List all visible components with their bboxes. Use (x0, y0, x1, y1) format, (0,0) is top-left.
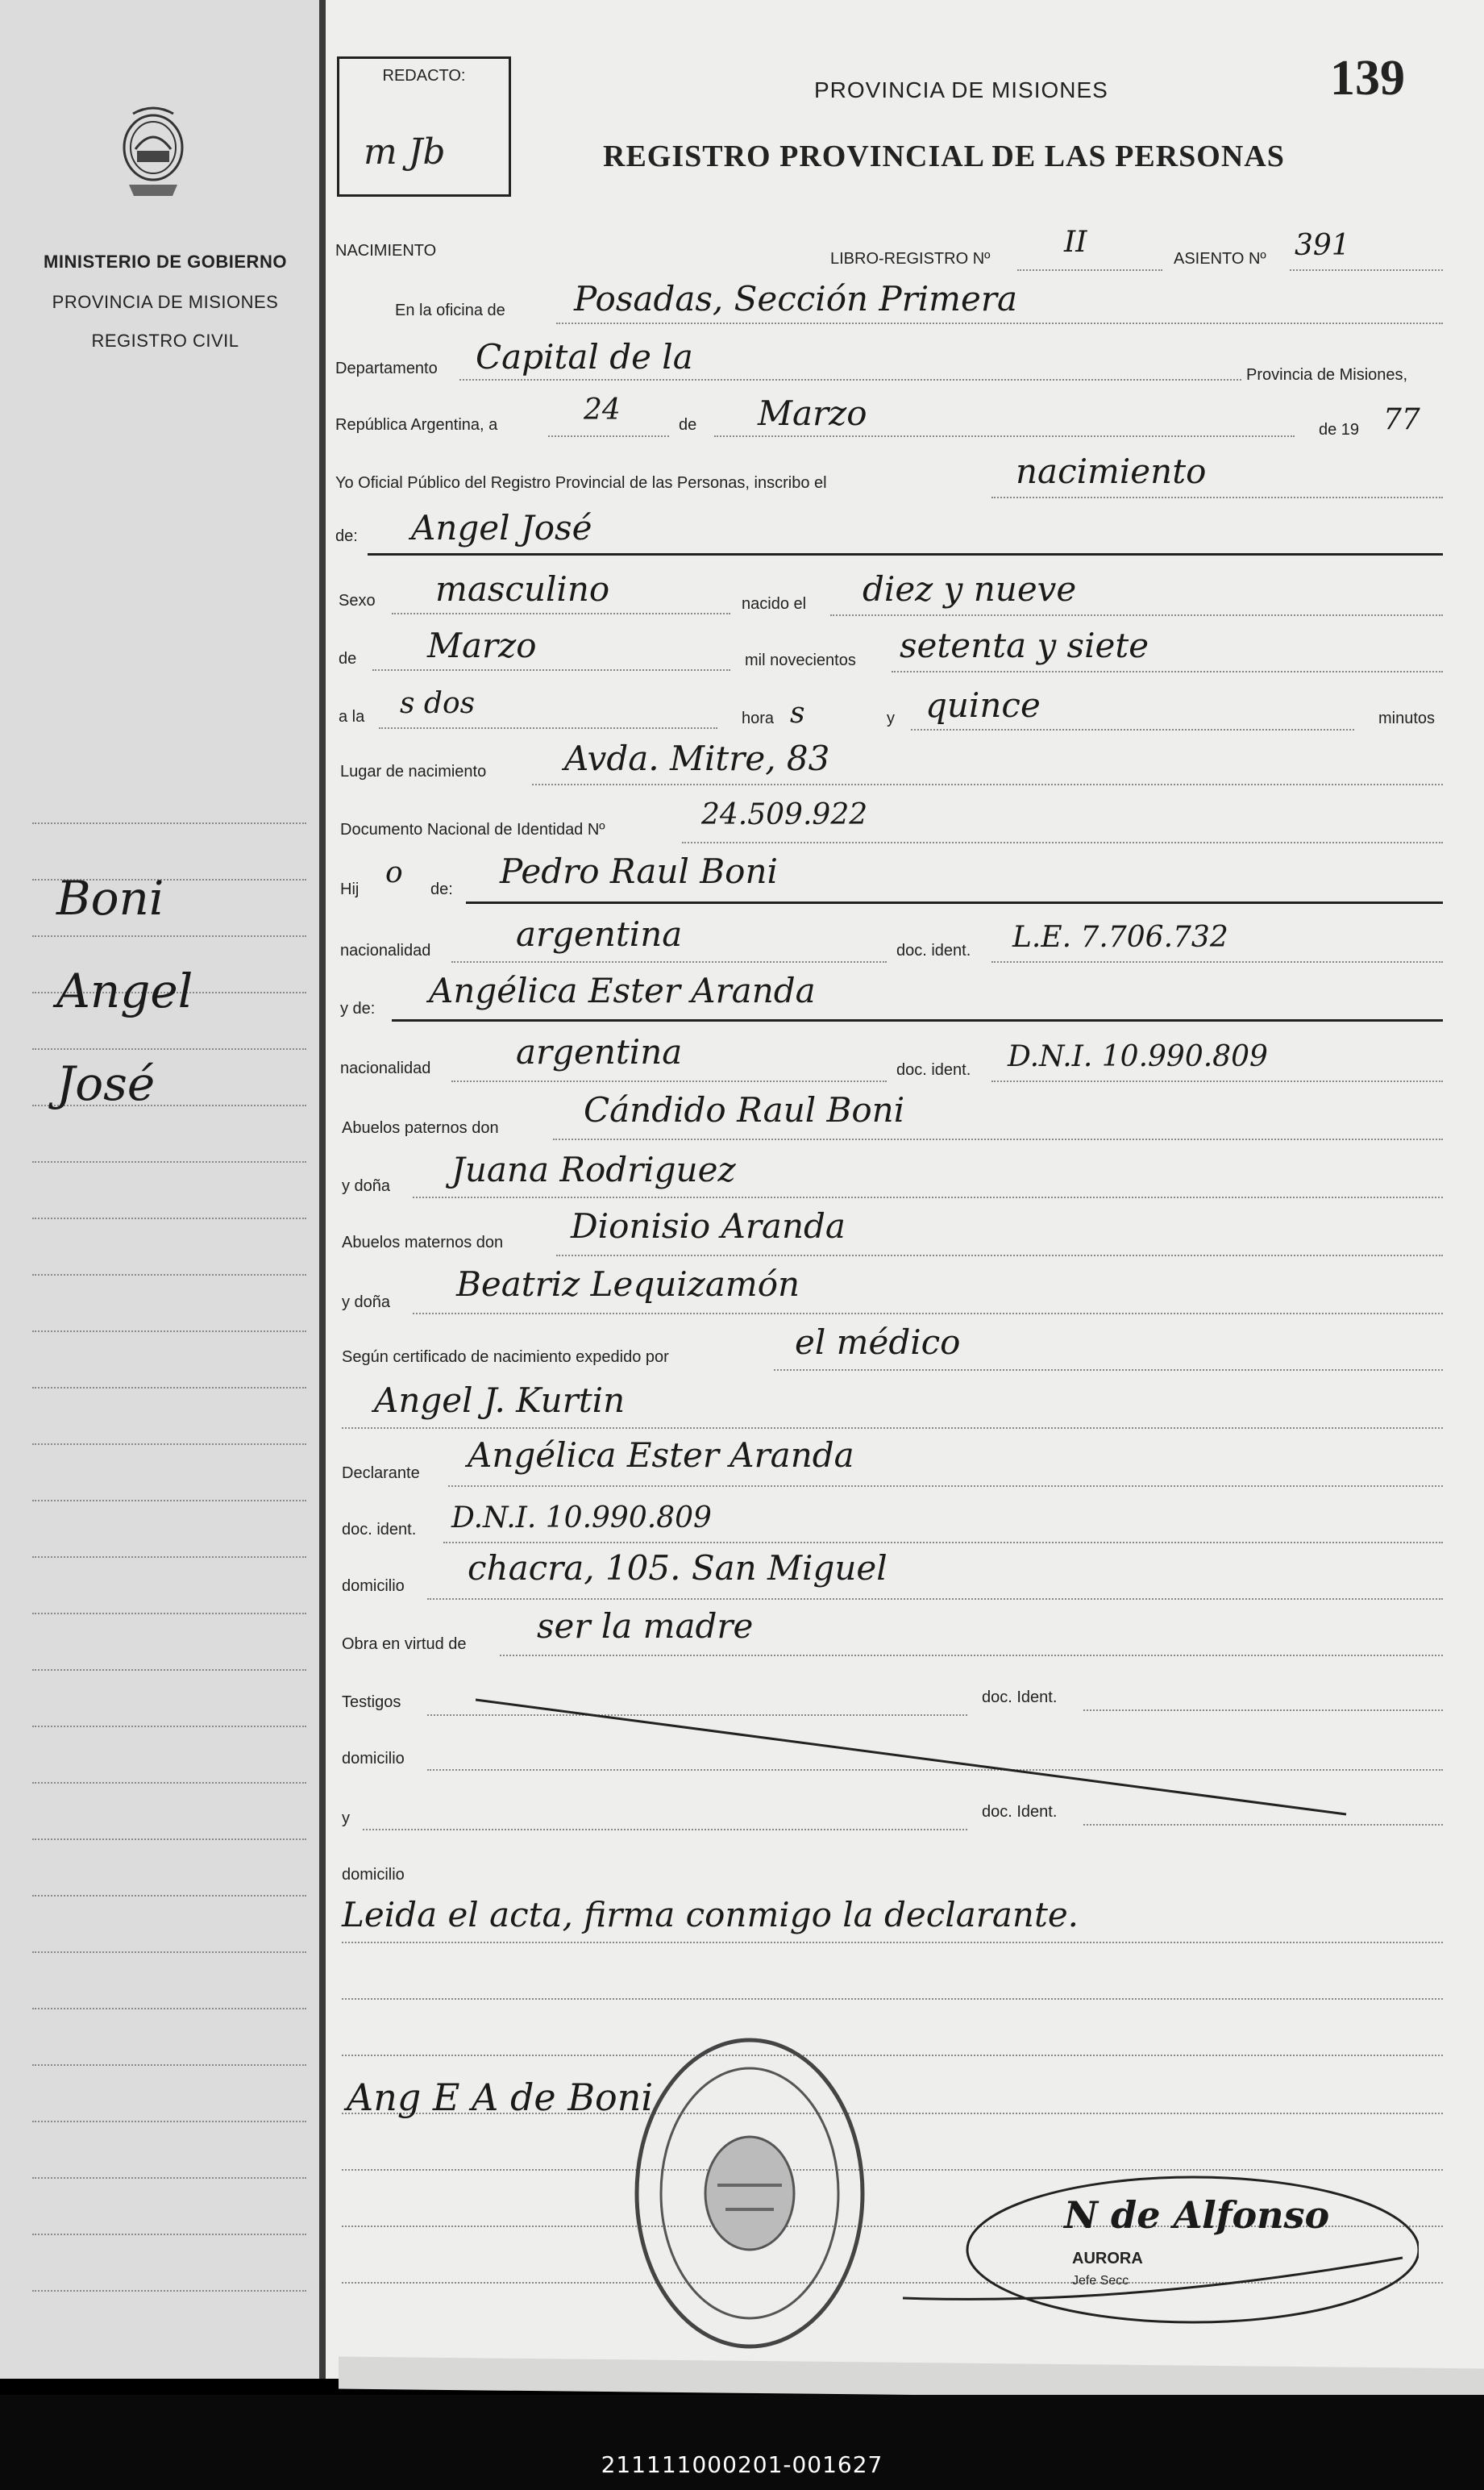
mil-label: mil novecientos (745, 652, 856, 669)
left-margin-rule (32, 1048, 306, 1050)
abuela-materna-label: y doña (342, 1293, 391, 1311)
madre-label: y de: (340, 1000, 376, 1018)
oficina-label: En la oficina de (395, 302, 505, 319)
left-margin-rule (32, 1274, 306, 1276)
hijo-suffix: o (385, 856, 403, 889)
madre-doc-line (991, 1081, 1443, 1082)
asiento-line (1290, 269, 1443, 271)
dni-value: 24.509.922 (701, 798, 868, 831)
madre-doc-value: D.N.I. 10.990.809 (1008, 1040, 1268, 1073)
mil-line (892, 671, 1443, 672)
oficial-label: Yo Oficial Público del Registro Provincial de las Personas, inscribo el (335, 474, 827, 492)
left-margin-rule (32, 2008, 306, 2009)
section-label: NACIMIENTO (335, 242, 437, 260)
left-margin-rule (32, 1895, 306, 1897)
redacto-box (337, 56, 511, 197)
nacido-mes-line (372, 669, 730, 671)
abuelos-paternos-label: Abuelos paternos don (342, 1119, 499, 1137)
closing-note: Leida el acta, firma conmigo la declarante. (342, 1895, 1079, 1934)
province-coat-of-arms-icon (113, 101, 193, 214)
dni-label: Documento Nacional de Identidad Nº (340, 821, 605, 839)
declarante-doc-line (443, 1542, 1443, 1543)
testigo2-doc-label: doc. Ident. (982, 1803, 1058, 1821)
nacido-line (830, 614, 1443, 616)
nombre-label: de: (335, 527, 358, 545)
lugar-value: Avda. Mitre, 83 (564, 739, 830, 778)
departamento-label: Departamento (335, 360, 438, 377)
lugar-label: Lugar de nacimiento (340, 763, 487, 781)
abuelo-materno-line (556, 1255, 1443, 1256)
left-margin-rule (32, 2290, 306, 2292)
testigos-domicilio-label: domicilio (342, 1750, 405, 1768)
minutos-line (911, 729, 1354, 731)
sexo-line (392, 613, 730, 614)
minutos-value: quince (925, 685, 1041, 725)
madre-nacionalidad-value: argentina (516, 1032, 683, 1072)
note-line-3 (342, 2055, 1443, 2056)
official-signature: N de Alfonso (1064, 2193, 1330, 2237)
dni-line (682, 842, 1443, 843)
redacto-label: REDACTO: (382, 67, 466, 85)
testigos-crossout-line (476, 1693, 1362, 1822)
testigos-label: Testigos (342, 1693, 401, 1711)
oficina-line (556, 323, 1443, 324)
madre-nacionalidad-label: nacionalidad (340, 1060, 431, 1077)
asiento-label: ASIENTO Nº (1174, 250, 1266, 268)
mil-value: setenta y siete (900, 626, 1149, 665)
ministry-heading: MINISTERIO DE GOBIERNO (44, 252, 287, 272)
note-line-2 (342, 1998, 1443, 2000)
obra-label: Obra en virtud de (342, 1635, 467, 1653)
inscribo-value: nacimiento (1016, 452, 1207, 491)
certificado-label: Según certificado de nacimiento expedido por (342, 1348, 669, 1366)
padre-value: Pedro Raul Boni (500, 852, 778, 891)
certificado-line (774, 1369, 1443, 1371)
padre-nacionalidad-label: nacionalidad (340, 942, 431, 960)
y-label: y (887, 710, 895, 727)
margin-second-name: José (56, 1056, 156, 1111)
anio-label: de 19 (1319, 421, 1360, 439)
domicilio-line (427, 1598, 1443, 1600)
departamento-line (459, 379, 1241, 381)
padre-doc-label: doc. ident. (896, 942, 971, 960)
official-title-stamp: Jefe Secc (1072, 2274, 1129, 2288)
certificado-value: el médico (795, 1322, 961, 1362)
registry-title: REGISTRO PROVINCIAL DE LAS PERSONAS (603, 139, 1285, 173)
abuelo-paterno-value: Cándido Raul Boni (584, 1090, 905, 1130)
left-margin-rule (32, 1556, 306, 1558)
margin-surname: Boni (56, 871, 164, 926)
declarante-value: Angélica Ester Aranda (468, 1435, 854, 1475)
testigos-doc-label: doc. Ident. (982, 1688, 1058, 1706)
official-stamp-icon (629, 2032, 871, 2355)
nombre-value: Angel José (411, 508, 592, 548)
madre-nacionalidad-line (451, 1081, 887, 1082)
medico-value: Angel J. Kurtin (374, 1380, 626, 1420)
hijo-de-label: de: (430, 881, 453, 898)
declarante-doc-value: D.N.I. 10.990.809 (451, 1501, 712, 1534)
horas-suffix: s (790, 697, 805, 730)
hijo-label: Hij (340, 881, 360, 898)
left-page (0, 0, 321, 2379)
left-margin-rule (32, 1218, 306, 1219)
dia-value: 24 (584, 393, 621, 427)
hora-value: s dos (400, 687, 476, 720)
left-margin-rule (32, 1161, 306, 1163)
left-margin-rule (32, 822, 306, 824)
nombre-line (368, 553, 1443, 556)
anio-value: 77 (1383, 403, 1420, 436)
testigos-y-label: y (342, 1809, 350, 1827)
abuelo-paterno-line (553, 1139, 1443, 1140)
left-margin-rule (32, 1951, 306, 1953)
mes-line (714, 435, 1295, 437)
sexo-label: Sexo (339, 592, 376, 610)
book-spine (319, 0, 326, 2379)
abuelos-maternos-label: Abuelos maternos don (342, 1234, 504, 1251)
sexo-value: masculino (435, 569, 610, 609)
abuela-paterna-label: y doña (342, 1177, 391, 1195)
abuela-materna-value: Beatriz Lequizamón (456, 1264, 800, 1304)
left-margin-rule (32, 1330, 306, 1332)
departamento-value: Capital de la (476, 337, 693, 377)
declarant-signature: Ang E A de Boni (347, 2076, 654, 2119)
declarante-line (448, 1485, 1443, 1487)
padre-line (466, 901, 1443, 904)
left-margin-rule (32, 1443, 306, 1445)
madre-doc-label: doc. ident. (896, 1061, 971, 1079)
testigo2-doc-line (1083, 1824, 1443, 1826)
left-margin-rule (32, 1387, 306, 1389)
note-line-1 (342, 1942, 1443, 1943)
minutos-label: minutos (1378, 710, 1436, 727)
left-margin-rule (32, 1500, 306, 1501)
medico-line (342, 1427, 1443, 1429)
madre-value: Angélica Ester Aranda (429, 971, 816, 1010)
margin-first-name: Angel (56, 964, 193, 1018)
hora-line (379, 727, 717, 729)
official-name-stamp: AURORA (1072, 2250, 1143, 2267)
left-margin-rule (32, 1782, 306, 1784)
left-margin-rule (32, 2121, 306, 2122)
padre-nacionalidad-value: argentina (516, 914, 683, 954)
testigo2-line (363, 1829, 967, 1830)
abuela-paterna-value: Juana Rodriguez (451, 1150, 736, 1189)
testigo2-domicilio-label: domicilio (342, 1866, 405, 1884)
left-margin-rule (32, 1838, 306, 1840)
province-title: PROVINCIA DE MISIONES (814, 77, 1108, 102)
domicilio-label: domicilio (342, 1577, 405, 1595)
image-id-label: 211111000201-001627 (601, 2451, 883, 2478)
registry-heading: REGISTRO CIVIL (91, 331, 239, 351)
lugar-line (532, 784, 1443, 785)
oficina-value: Posadas, Sección Primera (574, 279, 1017, 319)
asiento-value: 391 (1295, 229, 1350, 262)
libro-label: LIBRO-REGISTRO Nº (830, 250, 991, 268)
left-margin-rule (32, 2177, 306, 2179)
left-margin-rule (32, 1613, 306, 1614)
libro-value: II (1064, 226, 1087, 259)
republica-label: República Argentina, a (335, 416, 498, 434)
de-mes-label: de (679, 416, 697, 434)
redacto-initials: m Jb (364, 131, 446, 173)
left-margin-rule (32, 1669, 306, 1671)
left-margin-rule (32, 2064, 306, 2066)
hora-prefix: a la (339, 708, 365, 726)
madre-line (392, 1019, 1443, 1022)
domicilio-value: chacra, 105. San Miguel (468, 1548, 887, 1588)
obra-line (500, 1655, 1443, 1656)
inscribo-line (991, 497, 1443, 498)
nacido-mes-value: Marzo (427, 626, 537, 665)
padre-nacionalidad-line (451, 961, 887, 963)
dia-line (548, 435, 669, 437)
province-heading: PROVINCIA DE MISIONES (52, 292, 279, 312)
libro-line (1017, 269, 1162, 271)
declarante-label: Declarante (342, 1464, 420, 1482)
left-margin-rule (32, 2234, 306, 2235)
horas-label: hora (742, 710, 775, 727)
padre-doc-line (991, 961, 1443, 963)
left-margin-rule (32, 935, 306, 937)
abuela-paterna-line (413, 1197, 1443, 1198)
left-margin-rule (32, 1726, 306, 1727)
obra-value: ser la madre (537, 1606, 754, 1646)
page-number: 139 (1330, 51, 1405, 106)
nacido-label: nacido el (742, 595, 807, 613)
padre-doc-value: L.E. 7.706.732 (1012, 921, 1228, 954)
nacido-value: diez y nueve (863, 569, 1077, 609)
nacido-mes-label: de (339, 650, 357, 668)
official-signature-oval (887, 2161, 1419, 2355)
declarante-doc-label: doc. ident. (342, 1521, 417, 1539)
abuelo-materno-value: Dionisio Aranda (571, 1206, 846, 1246)
abuela-materna-line (413, 1313, 1443, 1314)
mes-value: Marzo (758, 393, 867, 433)
provincia-suffix: Provincia de Misiones, (1246, 366, 1408, 384)
